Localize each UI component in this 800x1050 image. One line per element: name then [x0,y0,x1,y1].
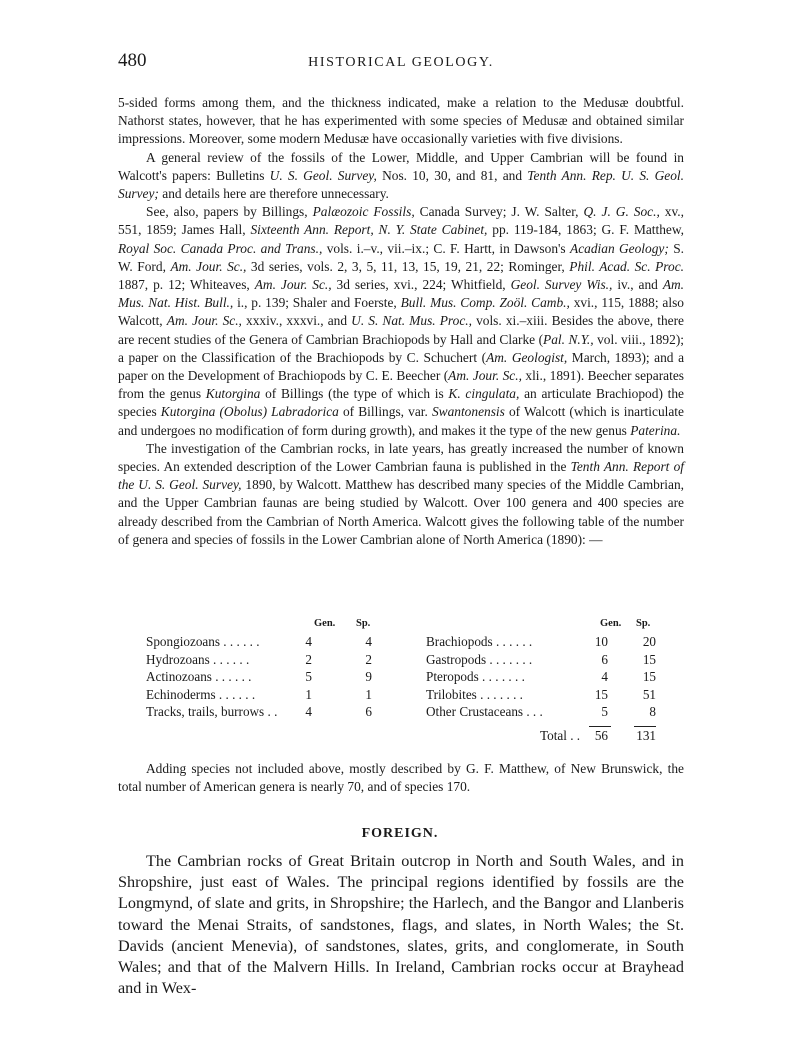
table-row [426,652,660,670]
genera-count: 15 [594,686,608,702]
genera-count: 5 [601,704,608,719]
text-run: 5-sided forms among them, and the thickness indicated, make a relation to the Medusæ doubtful. Nathorst states, however, that he has experimented with some species of Medusæ and obtained similar impressions. Moreover, some modern Medusæ have occasionally varieties with five divisions. [118,95,684,147]
italic-citation: Am. Mus. Nat. Hist. Bull., [118,277,685,311]
taxon-name: Echinoderms . . . . . . [146,686,256,702]
italic-citation: Tenth Ann. Report of the U. S. Geol. Survey, [118,459,684,493]
text-run: 1890, by Walcott. Matthew has described many species of the Middle Cambrian, and the Upper Cambrian faunas are being studied by Walcott. Over 100 genera and 400 species are already described from the Cambrian of North America. Walcott gives the following table of the number of genera and species of fossils in the Lower Cambrian alone of North America (1890): — [118,477,684,547]
text-run: Canada Survey; J. W. Salter, [414,204,584,220]
taxon-name: Pteropods . . . . . . . [426,669,525,684]
text-run: 1887, p. 12; Whiteaves, [118,277,255,293]
taxon-name: Gastropods . . . . . . . [426,651,533,667]
italic-citation: Pal. N.Y., [543,331,594,347]
italic-citation: Am. Jour. Sc., [254,277,332,293]
paragraph-p2 [118,149,684,204]
table-row [146,669,382,687]
species-count: 4 [365,634,372,649]
italic-citation: Kutorgina (Obolus) Labradorica [160,404,339,420]
table-header-left [146,616,382,634]
text-run: xv., 551, 1859; James Hall, [118,204,684,238]
genera-count: 5 [305,669,312,684]
foreign-paragraph: The Cambrian rocks of Great Britain outcrop in North and South Wales, and in Shropshire, just east of Wales. The principal regions identified by fossils are the Longmynd, of slate and grits, in Shropshire; the Harlech, and the Bangor and Llanberis toward the Menai Straits, of sandstones, flags, and slates, in North Wales; the St. Davids (ancient Menevia), of sandstones, slates, grits, and conglomerate, in South Wales; and that of the Malvern Hills. In Ireland, Cambrian rocks occur at Brayhead and in Wex- [118,852,684,998]
page-number: 480 [118,50,147,71]
species-count: 51 [642,686,656,702]
table-header-right [426,616,660,634]
italic-citation: K. cingulata, [448,386,520,402]
table-row [426,704,660,722]
table-total-row [426,728,660,746]
after-table-paragraph: Adding species not included above, mostly described by G. F. Matthew, of New Brunswick, the total number of American genera is nearly 70, and of species 170. [118,761,684,795]
species-count: 1 [365,686,372,702]
taxon-name: Spongiozoans . . . . . . [146,634,260,649]
table-row [426,669,660,687]
total-label: Total . . [540,728,581,743]
genera-count: 2 [305,651,312,667]
species-count: 6 [365,704,372,719]
taxon-name: Trilobites . . . . . . . [426,686,523,702]
species-count: 20 [642,634,656,649]
table-row [146,687,382,705]
taxon-name: Tracks, trails, burrows . . [146,704,278,719]
italic-citation: Bull. Mus. Comp. Zoöl. Camb., [400,295,570,311]
total-sp: 131 [636,728,656,743]
sp-column-header: Sp. [636,618,651,629]
genera-count: 4 [305,634,312,649]
italic-citation: Royal Soc. Canada Proc. and Trans., [118,240,323,256]
sp-column-header: Sp. [356,618,371,629]
paragraph-p1 [118,94,684,149]
species-count: 9 [365,669,372,684]
table-row [426,687,660,705]
genera-count: 6 [601,651,608,667]
small-type-text-block [118,94,684,549]
taxon-name: Hydrozoans . . . . . . [146,651,250,667]
text-run: See, also, papers by Billings, [146,204,313,220]
italic-citation: Tenth Ann. Rep. U. S. Geol. Survey; [118,167,684,202]
sum-rule-gen [589,726,611,727]
italic-citation: U. S. Geol. Survey, [269,167,377,183]
species-count: 2 [365,651,372,667]
paragraph-p3 [118,203,684,440]
text-run: xli., 1891). Beecher separates from the genus [118,368,684,402]
table-right-column [426,616,660,722]
text-run: S. W. Ford, [118,240,684,274]
page-header [118,50,684,76]
species-count: 15 [642,651,656,667]
table-row [146,634,382,652]
text-run: an articulate Brachiopod) the species [118,386,684,420]
taxon-name: Actinozoans . . . . . . [146,669,252,684]
text-run: of Walcott (which is inarticulate and undergoes no modification of form during growth), and makes it the type of the new genus [118,404,684,438]
text-run: xxxiv., xxxvi., and [241,313,352,329]
text-run: of Billings (the type of which is [260,386,449,402]
taxon-name: Other Crustaceans . . . [426,704,543,719]
text-run: vols. i.–v., vii.–ix.; C. F. Hartt, in Dawson's [322,240,571,256]
text-run: vols. xi.–xiii. Besides the above, there are recent studies of the Genera of Cambrian Brachiopods by Hall and Clarke ( [118,313,684,347]
text-run: March, 1893); and a paper on the Development of Brachiopods by C. E. Beecher ( [118,349,685,384]
section-heading: FOREIGN. [361,826,439,841]
gen-column-header: Gen. [600,618,622,629]
text-run: The investigation of the Cambrian rocks, in late years, has greatly increased the number of known species. An extended description of the Lower Cambrian fauna is published in the [118,440,684,475]
italic-citation: Paterina. [630,422,681,438]
paragraph-p4 [118,440,684,549]
italic-citation: Sixteenth Ann. Report, N. Y. State Cabinet, [250,222,488,238]
genera-count: 4 [305,704,312,719]
italic-citation: Am. Jour. Sc., [448,368,522,384]
taxon-name: Brachiopods . . . . . . [426,634,533,649]
text-run: iv., and [612,277,663,293]
genera-count: 10 [594,634,608,649]
table-row [426,634,660,652]
text-run: Nos. 10, 30, and 81, and [376,167,528,183]
text-run: A general review of the fossils of the Lower, Middle, and Upper Cambrian will be found in Walcott's papers: Bulletins [118,149,684,183]
italic-citation: Am. Geologist, [486,349,568,365]
italic-citation: Palæozoic Fossils, [312,204,415,220]
italic-citation: Q. J. G. Soc., [583,204,660,220]
italic-citation: Phil. Acad. Sc. Proc. [569,258,684,274]
text-run: 3d series, vols. 2, 3, 5, 11, 13, 15, 19, 21, 22; Rominger, [246,258,570,274]
sum-rule-sp [634,726,656,727]
italic-citation: U. S. Nat. Mus. Proc., [351,313,472,329]
running-head: HISTORICAL GEOLOGY. [308,55,494,70]
text-run: pp. 119-184, 1863; G. F. Matthew, [487,222,685,238]
genera-count: 1 [305,686,312,702]
text-run: of Billings, var. [338,404,432,420]
italic-citation: Kutorgina [205,386,261,402]
italic-citation: Geol. Survey Wis., [510,277,613,293]
italic-citation: Acadian Geology; [570,240,669,256]
species-count: 15 [642,669,656,684]
table-row [146,652,382,670]
table-left-column [146,616,382,722]
genera-count: 4 [601,669,608,684]
text-run: and details here are therefore unnecessary. [158,186,389,202]
total-gen: 56 [594,728,608,743]
text-run: i., p. 139; Shaler and Foerste, [233,295,401,311]
gen-column-header: Gen. [314,618,336,629]
species-count: 8 [649,704,656,719]
italic-citation: Swantonensis [431,404,505,420]
text-run: vol. viii., 1892); a paper on the Classification of the Brachiopods by C. Schuchert ( [118,331,685,365]
italic-citation: Am. Jour. Sc., [166,313,242,329]
text-run: 3d series, xvi., 224; Whitfield, [331,277,511,293]
italic-citation: Am. Jour. Sc., [170,258,247,274]
table-row [146,704,382,722]
text-run: xvi., 115, 1888; also Walcott, [118,295,684,329]
